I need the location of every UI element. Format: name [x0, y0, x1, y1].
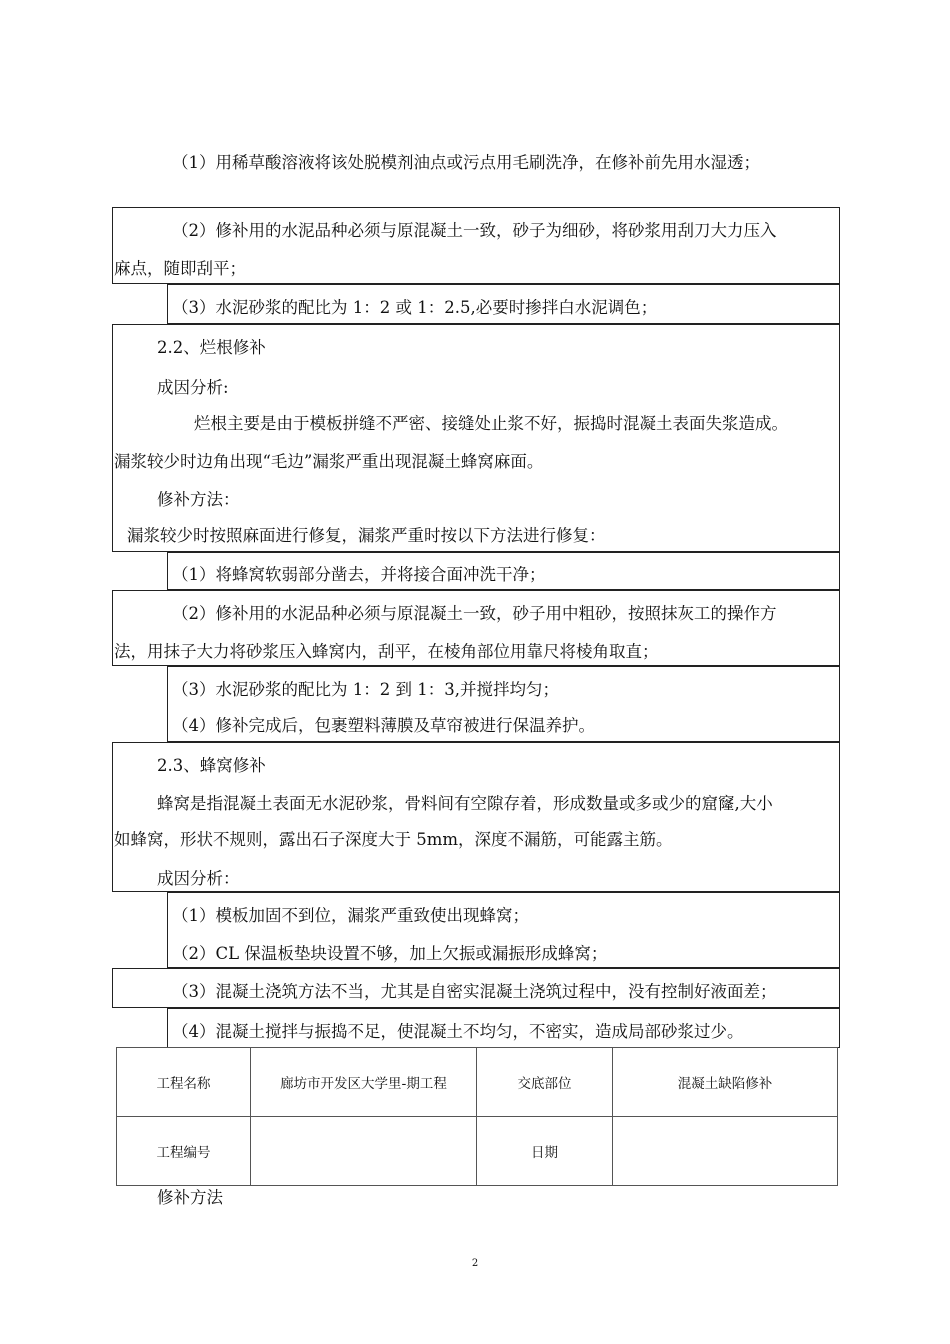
s22-method-step-2-line-1: （2）修补用的水泥品种必须与原混凝土一致，砂子用中粗砂，按照抹灰工的操作方: [172, 604, 777, 623]
repair-method-heading: 修补方法: [157, 1188, 223, 1207]
s23-description-line-1: 蜂窝是指混凝土表面无水泥砂浆，骨料间有空隙存着，形成数量或多或少的窟窿,大小: [157, 794, 773, 813]
s22-method-step-3: （3）水泥砂浆的配比为 1：2 到 1：3,并搅拌均匀；: [172, 680, 559, 699]
intro-step-1: （1）用稀草酸溶液将该处脱模剂油点或污点用毛刷洗净，在修补前先用水湿透；: [172, 153, 760, 172]
page-number: 2: [471, 1258, 479, 1269]
intro-step-3: （3）水泥砂浆的配比为 1：2 或 1：2.5,必要时掺拌白水泥调色；: [172, 298, 658, 317]
s22-method-intro: 漏浆较少时按照麻面进行修复，漏浆严重时按以下方法进行修复：: [127, 526, 606, 545]
s22-method-step-1: （1）将蜂窝软弱部分凿去，并将接合面冲洗干净；: [172, 565, 546, 584]
intro-step-2-line-2: 麻点，随即刮平；: [114, 259, 246, 278]
project-name-label: 工程名称: [117, 1048, 251, 1117]
project-name-value: 廊坊市开发区大学里-期工程: [251, 1048, 477, 1117]
date-label: 日期: [477, 1117, 613, 1186]
s23-description-line-2: 如蜂窝，形状不规则，露出石子深度大于 5mm，深度不漏筋，可能露主筋。: [114, 830, 673, 849]
table-row: [117, 1048, 838, 1117]
s23-cause-3: （3）混凝土浇筑方法不当，尤其是自密实混凝土浇筑过程中，没有控制好液面差；: [172, 982, 777, 1001]
project-number-label: 工程编号: [117, 1117, 251, 1186]
s22-method-label: 修补方法：: [157, 490, 240, 509]
s23-cause-4: （4）混凝土搅拌与振捣不足，使混凝土不均匀，不密实，造成局部砂浆过少。: [172, 1022, 744, 1041]
s23-cause-2: （2）CL 保温板垫块设置不够，加上欠振或漏振形成蜂窝；: [172, 944, 608, 963]
section-2-2-title: 2.2、烂根修补: [157, 338, 266, 357]
intro-step-2-line-1: （2）修补用的水泥品种必须与原混凝土一致，砂子为细砂，将砂浆用刮刀大力压入: [172, 221, 777, 240]
s22-method-step-2-line-2: 法，用抹子大力将砂浆压入蜂窝内，刮平，在棱角部位用靠尺将棱角取直；: [114, 642, 659, 661]
s22-cause-line-1: 烂根主要是由于模板拼缝不严密、接缝处止浆不好，振捣时混凝土表面失浆造成。: [194, 414, 788, 433]
table-row: [117, 1117, 838, 1186]
project-info-table: [116, 1047, 838, 1186]
s22-cause-label: 成因分析:: [157, 378, 229, 397]
section-2-3-title: 2.3、蜂窝修补: [157, 756, 266, 775]
s23-cause-1: （1）模板加固不到位，漏浆严重致使出现蜂窝；: [172, 906, 529, 925]
s22-cause-line-2: 漏浆较少时边角出现“毛边”漏浆严重出现混凝土蜂窝麻面。: [114, 452, 544, 471]
date-value: [613, 1117, 838, 1186]
s22-method-step-4: （4）修补完成后，包裹塑料薄膜及草帘被进行保温养护。: [172, 716, 595, 735]
project-number-value: [251, 1117, 477, 1186]
handover-location-value: 混凝土缺陷修补: [613, 1048, 838, 1117]
s23-cause-label: 成因分析：: [157, 869, 240, 888]
handover-location-label: 交底部位: [477, 1048, 613, 1117]
